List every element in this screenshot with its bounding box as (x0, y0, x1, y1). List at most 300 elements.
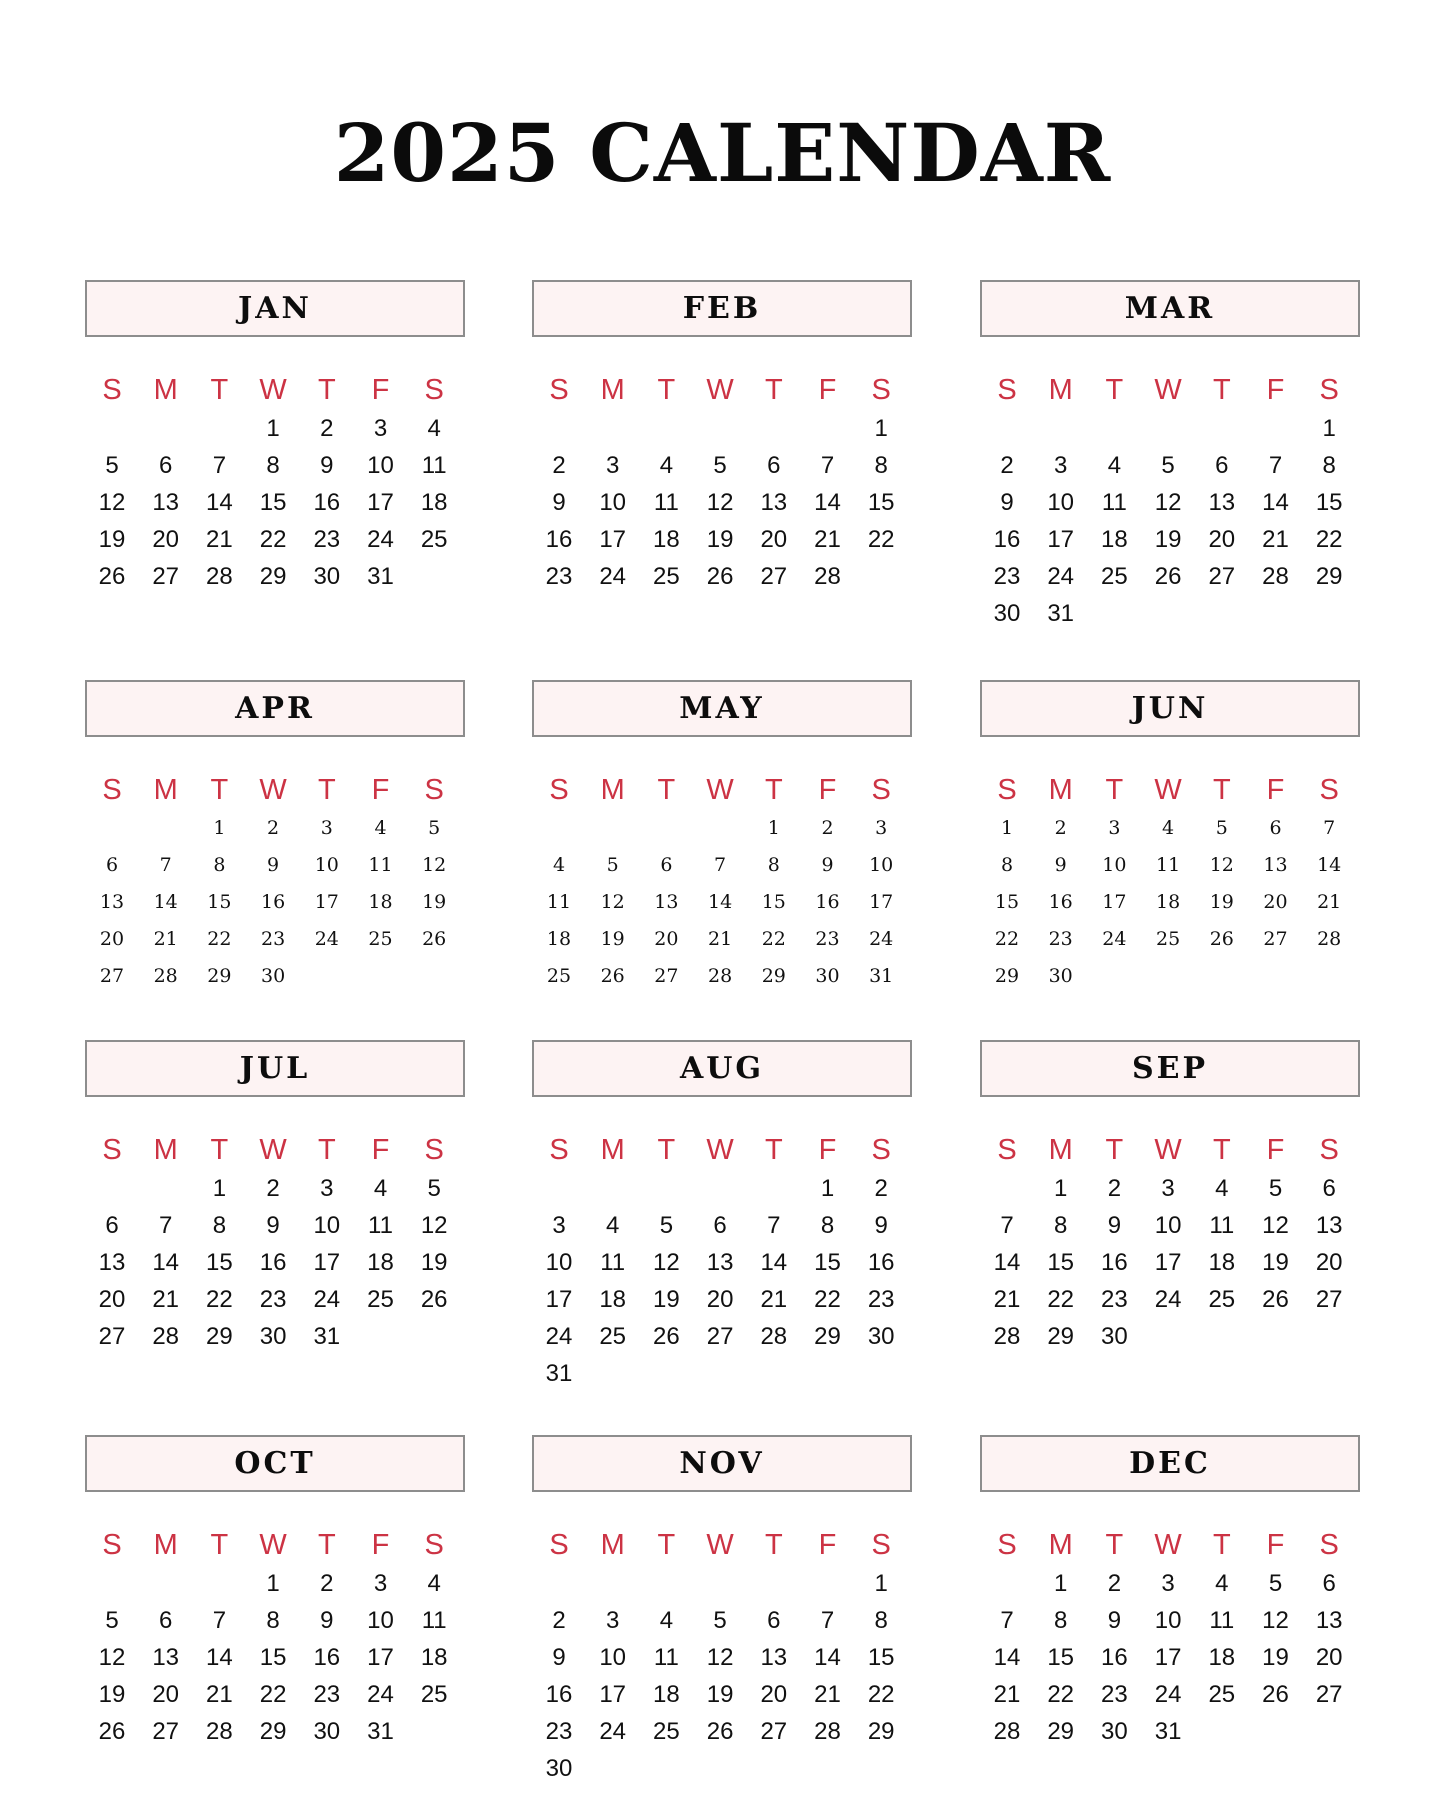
day-cell: 6 (159, 1607, 173, 1634)
day-cell: 23 (545, 563, 573, 590)
day-cell: 2 (266, 1175, 280, 1202)
day-cell: 8 (1322, 452, 1336, 479)
day-cell: 2 (1107, 1570, 1122, 1597)
day-cell: 27 (654, 965, 679, 987)
day-cell: 13 (1208, 489, 1236, 516)
day-cell: 5 (606, 854, 619, 876)
day-cell: 22 (867, 526, 895, 553)
day-cell: 11 (1156, 854, 1181, 876)
day-cell: 15 (207, 891, 232, 913)
weekday-letter: F (371, 1134, 390, 1166)
day-cell: 19 (98, 526, 126, 553)
day-cell: 15 (1047, 1644, 1075, 1671)
day-cell: 25 (368, 928, 393, 950)
day-cell: 19 (1209, 891, 1234, 913)
day-cell: 12 (422, 854, 447, 876)
weekday-letter: W (259, 774, 287, 806)
day-cell: 10 (367, 1607, 394, 1634)
day-cell: 25 (599, 1323, 627, 1350)
weekday-letter: T (764, 374, 783, 406)
day-cell: 15 (259, 489, 287, 516)
day-cell: 25 (546, 965, 572, 987)
day-cell: 6 (713, 1212, 727, 1239)
weekday-letter: S (424, 1134, 444, 1166)
day-cell: 7 (1268, 452, 1283, 479)
day-cell: 3 (1161, 1570, 1175, 1597)
day-cell: 29 (1047, 1323, 1075, 1350)
day-cell: 28 (1262, 563, 1289, 590)
day-cell: 26 (653, 1323, 680, 1350)
day-cell: 20 (1208, 526, 1236, 553)
day-cell: 27 (706, 1323, 734, 1350)
day-cell: 5 (1268, 1570, 1283, 1597)
day-cell: 15 (1315, 489, 1343, 516)
day-cell: 12 (98, 489, 126, 516)
weekday-letter: M (153, 1529, 178, 1561)
day-cell: 24 (1154, 1286, 1182, 1313)
month-header: SEP (980, 1040, 1360, 1097)
day-cell: 28 (206, 563, 233, 590)
day-cell: 15 (1047, 1249, 1075, 1276)
day-cell: 24 (869, 928, 894, 950)
day-cell: 25 (1101, 563, 1128, 590)
day-cell: 9 (320, 452, 334, 479)
weekday-letter: T (1105, 374, 1124, 406)
page-title: 2025 CALENDAR (333, 106, 1112, 200)
day-cell: 6 (1215, 452, 1229, 479)
day-cell: 16 (1101, 1644, 1128, 1671)
weekday-letter: T (1105, 774, 1124, 806)
weekday-letter: S (549, 1529, 569, 1561)
day-cell: 17 (869, 891, 894, 913)
day-cell: 16 (867, 1249, 895, 1276)
day-cell: 7 (1323, 817, 1336, 839)
day-cell: 16 (545, 526, 573, 553)
day-cell: 12 (653, 1249, 680, 1276)
day-cell: 8 (1000, 854, 1014, 876)
day-cell: 26 (1209, 928, 1234, 950)
day-cell: 14 (993, 1249, 1021, 1276)
day-cell: 8 (212, 1212, 227, 1239)
day-cell: 14 (1262, 489, 1289, 516)
weekday-letter: S (871, 1529, 891, 1561)
day-cell: 22 (761, 928, 786, 950)
day-cell: 19 (600, 928, 625, 950)
day-cell: 24 (313, 1286, 341, 1313)
day-cell: 21 (206, 1681, 233, 1708)
day-cell: 4 (373, 1175, 388, 1202)
weekday-letter: F (371, 774, 390, 806)
day-cell: 28 (708, 965, 733, 987)
day-cell: 4 (1107, 452, 1122, 479)
day-cell: 8 (767, 854, 780, 876)
weekday-letter: F (818, 1529, 837, 1561)
day-cell: 15 (994, 891, 1020, 913)
weekday-letter: W (259, 374, 287, 406)
day-cell: 24 (367, 1681, 394, 1708)
day-cell: 9 (1107, 1607, 1122, 1634)
day-cell: 21 (814, 1681, 841, 1708)
day-cell: 2 (1000, 452, 1014, 479)
day-cell: 18 (420, 489, 448, 516)
day-cell: 1 (767, 817, 780, 839)
day-cell: 18 (368, 891, 393, 913)
day-cell: 6 (767, 1607, 781, 1634)
day-cell: 8 (266, 1607, 280, 1634)
day-cell: 12 (420, 1212, 448, 1239)
day-cell: 10 (1154, 1212, 1182, 1239)
day-cell: 16 (993, 526, 1021, 553)
weekday-letter: T (1212, 1529, 1231, 1561)
day-cell: 23 (867, 1286, 895, 1313)
month-header: NOV (532, 1435, 912, 1492)
day-cell: 24 (1047, 563, 1075, 590)
day-cell: 20 (99, 928, 125, 950)
day-cell: 18 (653, 1681, 680, 1708)
day-cell: 24 (599, 563, 627, 590)
weekday-letter: T (210, 1134, 229, 1166)
day-cell: 19 (1154, 526, 1182, 553)
weekday-letter: S (1319, 1529, 1339, 1561)
day-cell: 19 (1262, 1249, 1289, 1276)
day-cell: 6 (1322, 1175, 1336, 1202)
day-cell: 13 (99, 891, 125, 913)
day-cell: 1 (213, 817, 226, 839)
day-cell: 18 (367, 1249, 394, 1276)
weekday-letter: S (1319, 374, 1339, 406)
weekday-letter: F (818, 1134, 837, 1166)
day-cell: 14 (1317, 854, 1342, 876)
day-cell: 10 (314, 854, 339, 876)
day-cell: 3 (1054, 452, 1068, 479)
day-cell: 4 (659, 452, 674, 479)
weekday-letter: W (1154, 374, 1182, 406)
weekday-letter: T (210, 774, 229, 806)
day-cell: 12 (1262, 1607, 1289, 1634)
day-cell: 16 (313, 1644, 341, 1671)
day-cell: 27 (1263, 928, 1288, 950)
day-cell: 26 (98, 563, 126, 590)
day-cell: 26 (1154, 563, 1182, 590)
day-cell: 11 (1209, 1607, 1235, 1634)
day-cell: 12 (600, 891, 625, 913)
weekday-row (980, 770, 1356, 810)
day-cell: 30 (867, 1323, 895, 1350)
day-cell: 4 (552, 854, 566, 876)
day-cell: 25 (367, 1286, 394, 1313)
day-cell: 17 (1102, 891, 1127, 913)
day-cell: 4 (1215, 1570, 1229, 1597)
day-cell: 14 (814, 489, 841, 516)
day-cell: 2 (267, 817, 280, 839)
day-cell: 31 (545, 1360, 573, 1387)
day-cell: 8 (1054, 1212, 1068, 1239)
day-cell: 8 (213, 854, 226, 876)
weekday-letter: T (764, 774, 783, 806)
month-header: AUG (532, 1040, 912, 1097)
day-cell: 24 (599, 1718, 627, 1745)
day-cell: 30 (313, 1718, 341, 1745)
day-cell: 27 (1315, 1681, 1343, 1708)
day-cell: 11 (1101, 489, 1127, 516)
day-cell: 2 (320, 415, 334, 442)
day-cell: 18 (1208, 1249, 1236, 1276)
weekday-letter: F (1266, 1529, 1285, 1561)
day-cell: 27 (99, 965, 125, 987)
weekday-letter: M (1048, 774, 1073, 806)
day-cell: 13 (152, 489, 180, 516)
day-cell: 4 (659, 1607, 674, 1634)
day-cell: 22 (259, 1681, 287, 1708)
day-cell: 20 (1315, 1249, 1343, 1276)
day-cell: 16 (259, 1249, 287, 1276)
day-cell: 12 (1154, 489, 1182, 516)
day-cell: 1 (874, 415, 888, 442)
day-cell: 6 (1322, 1570, 1336, 1597)
day-cell: 28 (1317, 928, 1342, 950)
day-cell: 27 (152, 563, 180, 590)
day-cell: 17 (1154, 1644, 1182, 1671)
day-cell: 9 (1054, 854, 1067, 876)
weekday-letter: T (210, 374, 229, 406)
day-cell: 6 (767, 452, 781, 479)
day-cell: 15 (867, 1644, 895, 1671)
day-cell: 14 (153, 891, 178, 913)
day-cell: 23 (313, 526, 341, 553)
weekday-letter: F (371, 1529, 390, 1561)
day-cell: 21 (993, 1681, 1021, 1708)
day-cell: 5 (713, 452, 727, 479)
day-cell: 9 (1107, 1212, 1122, 1239)
day-cell: 7 (159, 854, 172, 876)
weekday-row (532, 370, 908, 410)
weekday-letter: M (1048, 1529, 1073, 1561)
weekday-letter: W (706, 1529, 734, 1561)
day-cell: 19 (422, 891, 447, 913)
weekday-letter: F (1266, 774, 1285, 806)
day-cell: 26 (706, 563, 734, 590)
day-cell: 9 (267, 854, 280, 876)
day-cell: 14 (708, 891, 733, 913)
weekday-letter: W (706, 374, 734, 406)
day-cell: 5 (1268, 1175, 1283, 1202)
weekday-letter: T (210, 1529, 229, 1561)
day-cell: 16 (1048, 891, 1073, 913)
day-cell: 19 (420, 1249, 448, 1276)
weekday-letter: S (871, 374, 891, 406)
weekday-letter: S (549, 1134, 569, 1166)
day-cell: 11 (368, 854, 393, 876)
day-cell: 23 (815, 928, 840, 950)
day-cell: 23 (261, 928, 286, 950)
day-cell: 7 (159, 1212, 173, 1239)
day-cell: 10 (313, 1212, 341, 1239)
day-cell: 27 (98, 1323, 126, 1350)
weekday-row (85, 1525, 461, 1565)
day-cell: 28 (993, 1323, 1021, 1350)
day-cell: 16 (815, 891, 840, 913)
day-cell: 8 (266, 452, 280, 479)
weekday-letter: T (317, 374, 336, 406)
day-cell: 7 (767, 1212, 781, 1239)
day-cell: 11 (1209, 1212, 1235, 1239)
day-cell: 29 (761, 965, 786, 987)
day-cell: 1 (1054, 1570, 1068, 1597)
weekday-letter: T (317, 774, 336, 806)
day-cell: 30 (993, 600, 1021, 627)
day-cell: 2 (874, 1175, 888, 1202)
day-cell: 17 (367, 489, 394, 516)
day-cell: 26 (706, 1718, 734, 1745)
weekday-letter: S (871, 1134, 891, 1166)
day-cell: 13 (98, 1249, 126, 1276)
day-cell: 7 (714, 854, 727, 876)
day-cell: 20 (654, 928, 679, 950)
weekday-letter: W (259, 1134, 287, 1166)
day-cell: 10 (599, 1644, 627, 1671)
day-cell: 29 (867, 1718, 895, 1745)
weekday-letter: T (764, 1529, 783, 1561)
day-cell: 5 (713, 1607, 727, 1634)
day-cell: 22 (994, 928, 1020, 950)
month-header: MAR (980, 280, 1360, 337)
weekday-letter: T (1212, 774, 1231, 806)
day-cell: 29 (814, 1323, 841, 1350)
weekday-letter: T (317, 1529, 336, 1561)
day-cell: 25 (653, 1718, 680, 1745)
weekday-letter: W (259, 1529, 287, 1561)
day-cell: 7 (212, 1607, 227, 1634)
day-cell: 27 (152, 1718, 180, 1745)
day-cell: 5 (105, 452, 119, 479)
month-header: DEC (980, 1435, 1360, 1492)
weekday-letter: M (153, 1134, 178, 1166)
day-cell: 1 (212, 1175, 227, 1202)
weekday-letter: W (1154, 1529, 1182, 1561)
weekday-row (532, 770, 908, 810)
weekday-letter: S (1319, 1134, 1339, 1166)
day-cell: 21 (1317, 891, 1342, 913)
day-cell: 2 (552, 452, 566, 479)
day-cell: 16 (545, 1681, 573, 1708)
day-cell: 26 (98, 1718, 126, 1745)
day-cell: 5 (427, 1175, 441, 1202)
weekday-letter: F (818, 374, 837, 406)
weekday-letter: F (1266, 1134, 1285, 1166)
day-cell: 30 (259, 1323, 287, 1350)
weekday-letter: T (657, 774, 676, 806)
day-cell: 6 (159, 452, 173, 479)
day-cell: 13 (1315, 1607, 1343, 1634)
day-cell: 30 (1048, 965, 1073, 987)
day-cell: 30 (815, 965, 840, 987)
day-cell: 1 (1322, 415, 1336, 442)
weekday-letter: T (1212, 374, 1231, 406)
day-cell: 9 (874, 1212, 888, 1239)
day-cell: 17 (1047, 526, 1075, 553)
day-cell: 21 (153, 928, 178, 950)
weekday-letter: T (657, 1134, 676, 1166)
day-cell: 13 (152, 1644, 180, 1671)
day-cell: 10 (545, 1249, 573, 1276)
weekday-letter: S (997, 1134, 1017, 1166)
day-cell: 14 (206, 1644, 233, 1671)
day-cell: 12 (706, 489, 734, 516)
day-cell: 16 (313, 489, 341, 516)
day-cell: 29 (1315, 563, 1343, 590)
day-cell: 30 (1101, 1323, 1128, 1350)
day-cell: 13 (1263, 854, 1288, 876)
day-cell: 4 (1162, 817, 1175, 839)
day-cell: 4 (606, 1212, 620, 1239)
day-cell: 8 (820, 1212, 835, 1239)
weekday-letter: M (600, 1529, 625, 1561)
day-cell: 22 (814, 1286, 841, 1313)
day-cell: 10 (1102, 854, 1127, 876)
day-cell: 31 (869, 965, 894, 987)
weekday-letter: M (153, 774, 178, 806)
day-cell: 20 (152, 1681, 180, 1708)
day-cell: 6 (105, 1212, 119, 1239)
day-cell: 25 (1156, 928, 1181, 950)
day-cell: 16 (1101, 1249, 1128, 1276)
day-cell: 20 (1263, 891, 1288, 913)
day-cell: 19 (706, 526, 734, 553)
day-cell: 12 (1262, 1212, 1289, 1239)
day-cell: 19 (653, 1286, 680, 1313)
day-cell: 24 (314, 928, 339, 950)
weekday-letter: S (102, 774, 122, 806)
day-cell: 8 (1054, 1607, 1068, 1634)
weekday-letter: T (657, 1529, 676, 1561)
day-cell: 8 (874, 452, 888, 479)
day-cell: 21 (708, 928, 733, 950)
day-cell: 28 (814, 1718, 841, 1745)
day-cell: 20 (98, 1286, 126, 1313)
day-cell: 10 (367, 452, 394, 479)
day-cell: 22 (1047, 1681, 1075, 1708)
day-cell: 21 (152, 1286, 180, 1313)
day-cell: 2 (320, 1570, 334, 1597)
day-cell: 30 (261, 965, 286, 987)
month-header: JAN (85, 280, 465, 337)
day-cell: 28 (152, 1323, 180, 1350)
day-cell: 23 (1101, 1286, 1128, 1313)
day-cell: 4 (1215, 1175, 1229, 1202)
day-cell: 5 (105, 1607, 119, 1634)
day-cell: 13 (706, 1249, 734, 1276)
day-cell: 17 (599, 526, 627, 553)
day-cell: 23 (545, 1718, 573, 1745)
weekday-row (980, 1130, 1356, 1170)
day-cell: 20 (706, 1286, 734, 1313)
weekday-letter: T (657, 374, 676, 406)
day-cell: 20 (760, 526, 788, 553)
weekday-letter: M (153, 374, 178, 406)
day-cell: 9 (320, 1607, 334, 1634)
day-cell: 4 (427, 1570, 441, 1597)
day-cell: 1 (820, 1175, 835, 1202)
day-cell: 31 (367, 563, 394, 590)
weekday-letter: S (549, 374, 569, 406)
day-cell: 15 (761, 891, 786, 913)
day-cell: 14 (206, 489, 233, 516)
day-cell: 5 (428, 817, 441, 839)
day-cell: 31 (1047, 600, 1075, 627)
day-cell: 1 (1000, 817, 1014, 839)
day-cell: 23 (313, 1681, 341, 1708)
weekday-letter: S (102, 1529, 122, 1561)
